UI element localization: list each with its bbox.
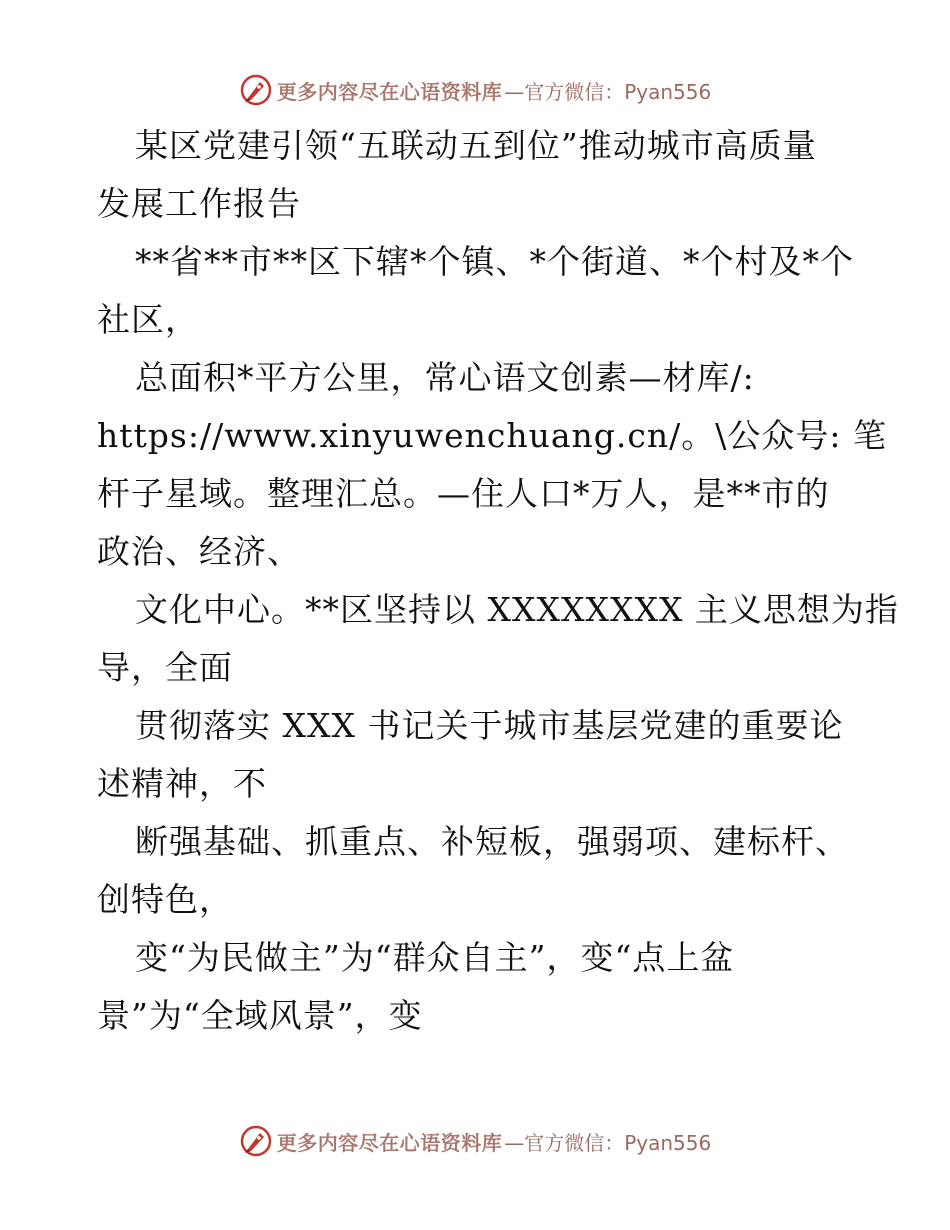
pen-nib-logo-icon <box>239 1124 273 1158</box>
doc-line: 述精神，不 <box>97 764 267 803</box>
doc-line: 发展工作报告 <box>97 184 301 223</box>
doc-line: 贯彻落实 XXX 书记关于城市基层党建的重要论 <box>135 706 844 745</box>
doc-line: 创特色， <box>97 880 233 919</box>
doc-line: **省**市**区下辖*个镇、*个街道、*个村及*个 <box>135 242 854 281</box>
doc-line: 断强基础、抓重点、补短板，强弱项、建标杆、 <box>135 822 849 861</box>
banner-contact-text: —官方微信：Pyan556 <box>504 79 712 104</box>
pen-nib-logo-icon <box>239 73 273 107</box>
banner-brand-text: 更多内容尽在心语资料库 <box>276 1130 503 1155</box>
doc-line: 导，全面 <box>97 648 233 687</box>
doc-line: https://www.xinyuwenchuang.cn/。\公众号: 笔 <box>97 416 887 455</box>
document-body <box>97 117 899 1045</box>
doc-line: 景”为“全域风景”，变 <box>97 996 423 1035</box>
doc-line: 社区， <box>97 300 199 339</box>
banner-contact-text: —官方微信：Pyan556 <box>504 1130 712 1155</box>
doc-line: 杆子星域。整理汇总。—住人口*万人，是**市的 <box>97 474 830 513</box>
footer-watermark <box>0 1121 950 1161</box>
header-watermark <box>0 70 950 110</box>
doc-line: 文化中心。**区坚持以 XXXXXXXX 主义思想为指 <box>135 590 899 629</box>
doc-line: 某区党建引领“五联动五到位”推动城市高质量 <box>135 126 817 165</box>
doc-line: 政治、经济、 <box>97 532 301 571</box>
banner-brand-text: 更多内容尽在心语资料库 <box>276 79 503 104</box>
doc-line: 总面积*平方公里，常心语文创素—材库/: <box>135 358 755 397</box>
doc-line: 变“为民做主”为“群众自主”，变“点上盆 <box>135 938 735 977</box>
